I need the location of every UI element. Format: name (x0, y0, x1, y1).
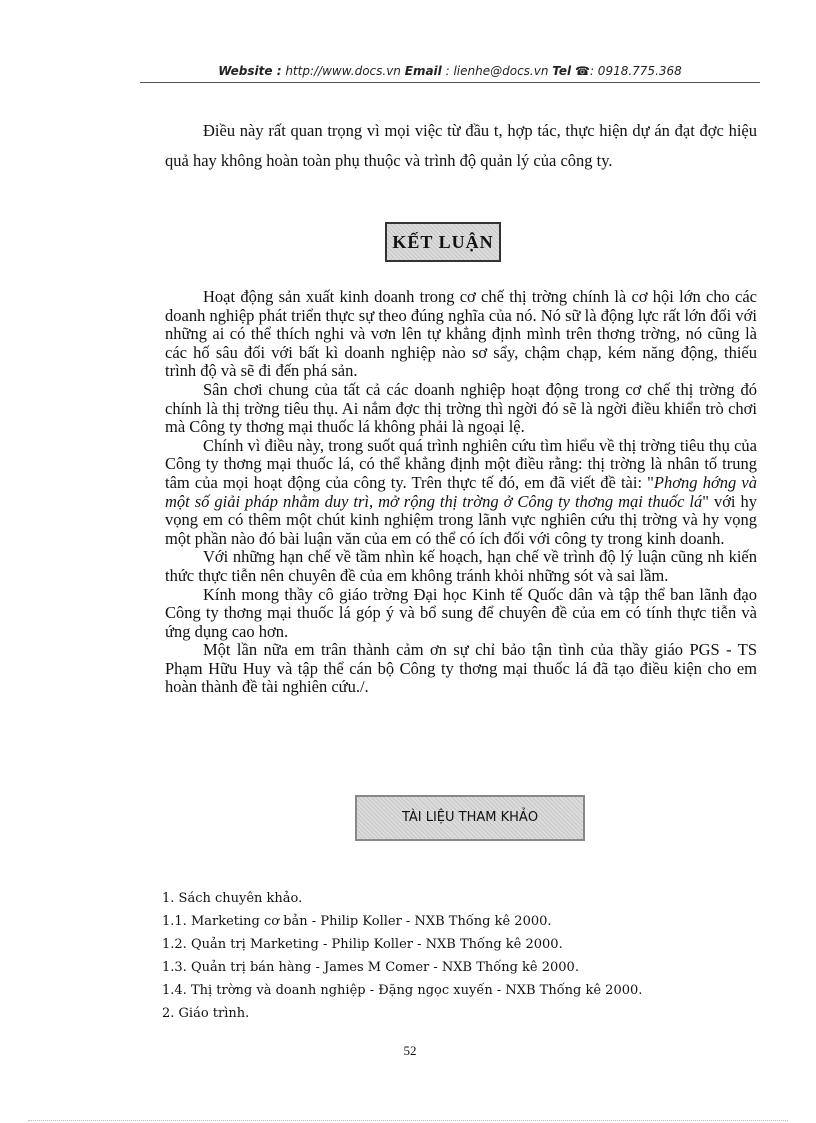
header-divider (140, 82, 760, 83)
reference-item: 1.3. Quản trị bán hàng - James M Comer - NXB Thống kê 2000. (162, 960, 579, 975)
references-list (162, 887, 762, 1025)
footer-divider (28, 1120, 788, 1121)
conclusion-heading: KẾT LUẬN (385, 222, 501, 262)
reference-item: 1. Sách chuyên khảo. (162, 891, 303, 906)
reference-item: 1.2. Quản trị Marketing - Philip Koller - NXB Thống kê 2000. (162, 937, 563, 952)
reference-item: 1.4. Thị trờng và doanh nghiệp - Đặng ngọc xuyến - NXB Thống kê 2000. (162, 983, 643, 998)
email-value[interactable]: : lienhe@docs.vn (445, 64, 549, 78)
references-heading: TÀI LIỆU THAM KHẢO (355, 795, 585, 841)
tel-label: Tel (552, 64, 572, 78)
website-label: Website : (218, 64, 282, 78)
conclusion-body (165, 288, 757, 697)
intro-section (165, 116, 757, 176)
phone-icon: ☎ (575, 64, 590, 78)
website-url[interactable]: http://www.docs.vn (285, 64, 401, 78)
page-header (140, 64, 760, 78)
tel-value: : 0918.775.368 (589, 64, 682, 78)
conclusion-paragraph-5: Kính mong thầy cô giáo trờng Đại học Kinh tế Quốc dân và tập thể ban lãnh đạo Công ty thơng mại thuốc lá góp ý và bổ sung để chuyên đề của em có tính thực tiễn và ứng dụng cao hơn. (165, 584, 757, 641)
paragraph-3-lead: Chính vì điều này, trong suốt quá trình nghiên cứu tìm hiểu về thị trờng tiêu thụ của Công ty thơng mại thuốc lá, có thể khẳng định một điều rằng: thị trờng là nhân tố trung tâm của mọi hoạt động của công ty. Trên thực tế đó, em đã viết đề tài: " (165, 435, 757, 492)
reference-item: 2. Giáo trình. (162, 1006, 250, 1021)
conclusion-paragraph-4: Với những hạn chế về tầm nhìn kế hoạch, hạn chế về trình độ lý luận cũng nh kiến thức thực tiễn nên chuyên đề của em không tránh khỏi những sót và sai lầm. (165, 547, 757, 585)
conclusion-paragraph-6: Một lần nữa em trân thành cảm ơn sự chỉ bảo tận tình của thầy giáo PGS - TS Phạm Hữu Huy và tập thể cán bộ Công ty thơng mại thuốc lá đã tạo điều kiện cho em hoàn thành đề tài nghiên cứu./. (165, 640, 757, 697)
reference-item: 1.1. Marketing cơ bản - Philip Koller - NXB Thống kê 2000. (162, 914, 552, 929)
conclusion-paragraph-3 (165, 437, 757, 549)
page-number: 52 (403, 1043, 417, 1058)
conclusion-paragraph-1: Hoạt động sản xuất kinh doanh trong cơ chế thị trờng chính là cơ hội lớn cho các doanh nghiệp phát triển thực sự theo đúng nghĩa của nó. Nó sữ là động lực rất lớn đối với những ai có thể thích nghi và vơn lên tự khẳng định mình trên thơng trờng, nó cũng là các hố sâu đối với bất kì doanh nghiệp nào sơ sẩy, chậm chạp, kém năng động, thiếu trình độ và sẽ đi đến phá sản. (165, 287, 757, 381)
paragraph-3-tail: " với hy vọng em có thêm một chút kinh nghiệm trong lãnh vực nghiên cứu thị trờng và hy vọng một phần nào đó bài luận văn của em có thể có ích đối với công ty trong kinh doanh. (165, 491, 757, 548)
conclusion-paragraph-2: Sân chơi chung của tất cả các doanh nghiệp hoạt động trong cơ chế thị trờng đó chính là thị trờng tiêu thụ. Ai nắm đợc thị trờng thì ngời đó sẽ là ngời điều khiển trò chơi mà Công ty thơng mại thuốc lá không phải là ngoại lệ. (165, 379, 757, 437)
thesis-title: Phơng hớng và một số giải pháp nhằm duy trì, mở rộng thị trờng ở Công ty thơng mại thuốc lá (165, 472, 757, 511)
intro-paragraph: Điều này rất quan trọng vì mọi việc từ đầu t, hợp tác, thực hiện dự án đạt đợc hiệu quả hay không hoàn toàn phụ thuộc và trình độ quản lý của công ty. (165, 121, 757, 170)
email-label: Email (404, 64, 442, 78)
